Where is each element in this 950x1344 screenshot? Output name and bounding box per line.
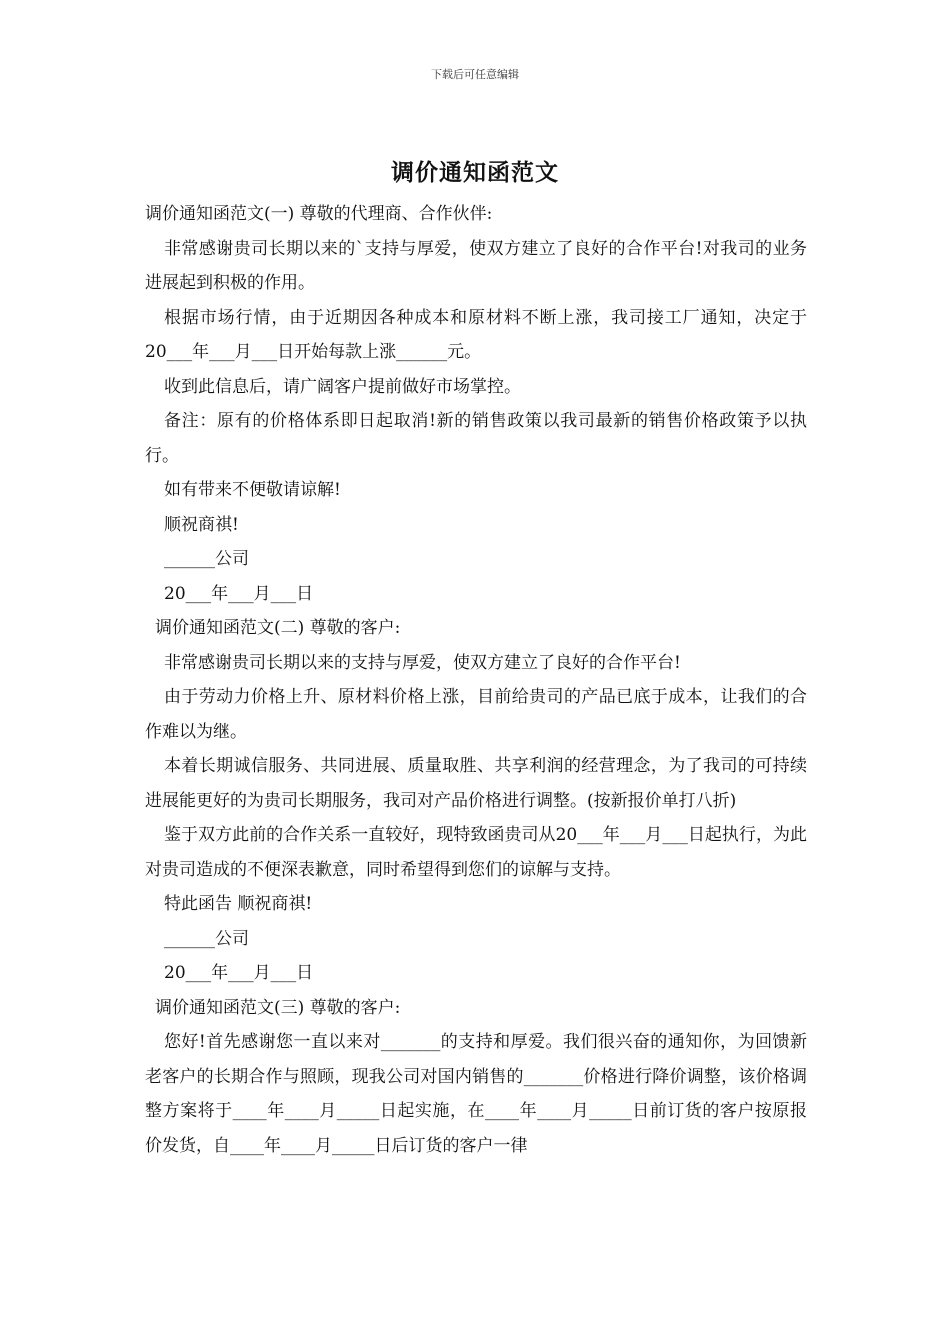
signature-date: 20___年___月___日	[164, 963, 314, 983]
signature-company: ______公司	[164, 549, 249, 569]
closing-greeting: 顺祝商祺!	[164, 514, 239, 535]
paragraph: 如有带来不便敬请谅解!	[164, 480, 341, 500]
page-header: 下载后可任意编辑	[431, 68, 519, 81]
paragraph: 非常感谢贵司长期以来的`支持与厚爱，使双方建立了良好的合作平台!对我司的业务进展起到积极的作用。	[145, 238, 807, 293]
closing-greeting: 特此函告 顺祝商祺!	[164, 894, 313, 914]
document-title: 调价通知函范文	[391, 159, 559, 186]
signature-date: 20___年___月___日	[164, 583, 314, 604]
paragraph: 本着长期诚信服务、共同进展、质量取胜、共享利润的经营理念，为了我司的可持续进展能更好的为贵司长期服务，我司对产品价格进行调整。(按新报价单打八折)	[145, 756, 807, 811]
paragraph: 备注：原有的价格体系即日起取消!新的销售政策以我司最新的销售价格政策予以执行。	[145, 411, 807, 466]
paragraph: 由于劳动力价格上升、原材料价格上涨，目前给贵司的产品已底于成本，让我们的合作难以为继。	[145, 687, 807, 742]
paragraph: 非常感谢贵司长期以来的支持与厚爱，使双方建立了良好的合作平台!	[164, 652, 681, 673]
section-heading-3: 调价通知函范文(三) 尊敬的客户:	[155, 997, 401, 1018]
paragraph: 收到此信息后，请广阔客户提前做好市场掌控。	[164, 376, 521, 397]
paragraph: 鉴于双方此前的合作关系一直较好，现特致函贵司从20___年___月___日起执行，为此对贵司造成的不便深表歉意，同时希望得到您们的谅解与支持。	[145, 825, 807, 880]
paragraph: 根据市场行情，由于近期因各种成本和原材料不断上涨，我司接工厂通知，决定于20___年___月___日开始每款上涨______元。	[145, 307, 807, 362]
paragraph: 您好!首先感谢您一直以来对_______的支持和厚爱。我们很兴奋的通知你，为回馈新老客户的长期合作与照顾，现我公司对国内销售的_______价格进行降价调整，该价格调整方案将于____年____月_____日起实施，在____年____月_____日前订货的客户按原报价发货，自____年____月_____日后订货的客户一律	[145, 1032, 807, 1156]
document-body	[145, 197, 807, 1163]
signature-company: ______公司	[164, 928, 249, 949]
section-heading-1: 调价通知函范文(一) 尊敬的代理商、合作伙伴:	[145, 204, 493, 224]
section-heading-2: 调价通知函范文(二) 尊敬的客户:	[155, 618, 401, 638]
